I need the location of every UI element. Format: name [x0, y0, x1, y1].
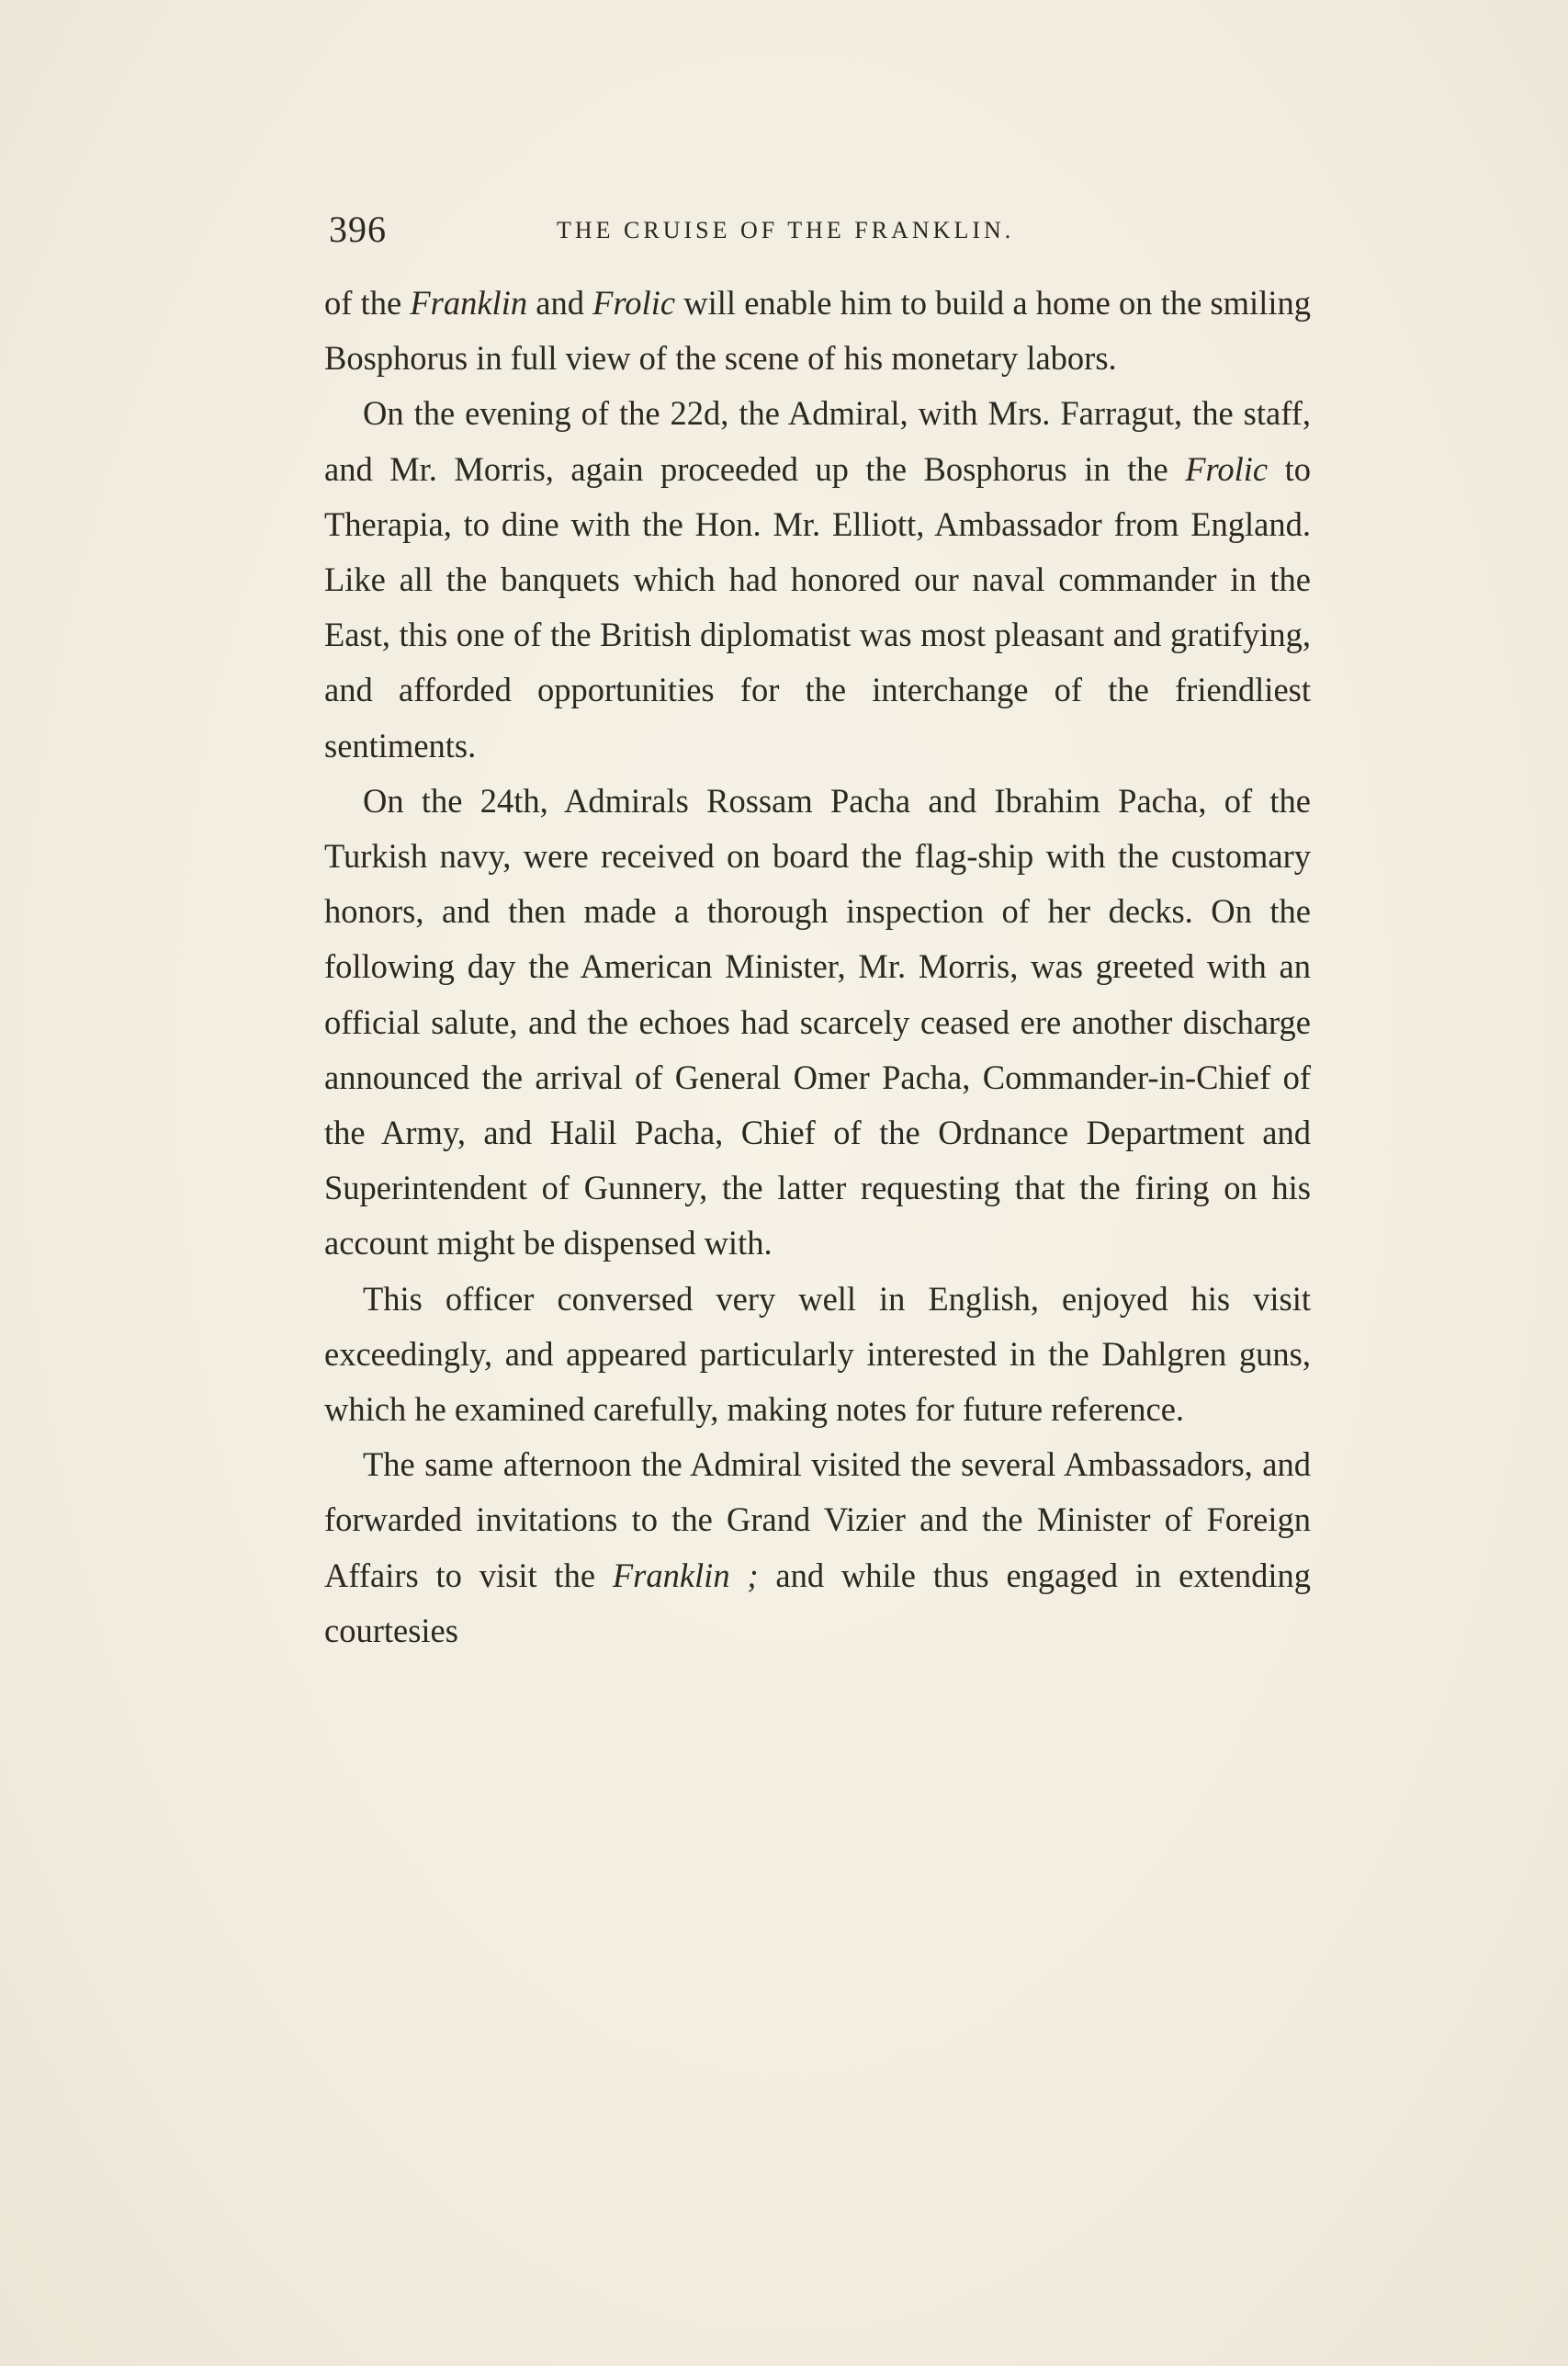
text-run: to Therapia, to dine with the Hon. Mr. Elliott, Ambassador from England. Like all the banquets which had honored our naval commander in the East, this one of the British diplomatist was most pleasant and gratifying, and afforded opportunities for the interchange of the friendliest sentiments.	[324, 449, 1311, 764]
paragraph-1	[324, 276, 1311, 386]
text-run: On the evening of the 22d, the Admiral, with Mrs. Farragut, the staff, and Mr. Morris, again proceeded up the Bosphorus in the	[324, 394, 1311, 488]
paragraph-3: On the 24th, Admirals Rossam Pacha and Ibrahim Pacha, of the Turkish navy, were received on board the flag-ship with the customary honors, and then made a thorough inspection of her decks. On the following day the American Minister, Mr. Morris, was greeted with an official salute, and the echoes had scarcely ceased ere another discharge announced the arrival of General Omer Pacha, Commander-in-Chief of the Army, and Halil Pacha, Chief of the Ordnance Department and Superintendent of Gunnery, the latter requesting that the firing on his account might be dispensed with.	[324, 781, 1311, 1262]
ship-name: Frolic	[1185, 449, 1269, 488]
ship-name: Franklin ;	[612, 1556, 759, 1594]
text-run: of the	[324, 284, 411, 322]
text-run: will enable him to build a home on the smiling Bosphorus in full view of the scene of his monetary labors.	[324, 284, 1311, 378]
running-title: THE CRUISE OF THE FRANKLIN.	[557, 217, 1015, 243]
body-text	[324, 276, 1311, 1658]
paragraph-5	[324, 1437, 1311, 1658]
paragraph-2	[324, 386, 1311, 773]
text-run: and while thus engaged in extending courtesies	[324, 1556, 1312, 1649]
page-number: 396	[329, 209, 387, 250]
paragraph-4: This officer conversed very well in English, enjoyed his visit exceedingly, and appeared particularly interested in the Dahlgren guns, which he examined carefully, making notes for future reference.	[324, 1279, 1311, 1429]
ship-name: Frolic	[592, 284, 676, 322]
page-header	[329, 204, 1312, 250]
text-run: The same afternoon the Admiral visited the several Ambassadors, and forwarded invitations to the Grand Vizier and the Minister of Foreign Affairs to visit the	[324, 1445, 1311, 1594]
text-run: and	[527, 284, 593, 322]
ship-name: Franklin	[410, 284, 528, 322]
